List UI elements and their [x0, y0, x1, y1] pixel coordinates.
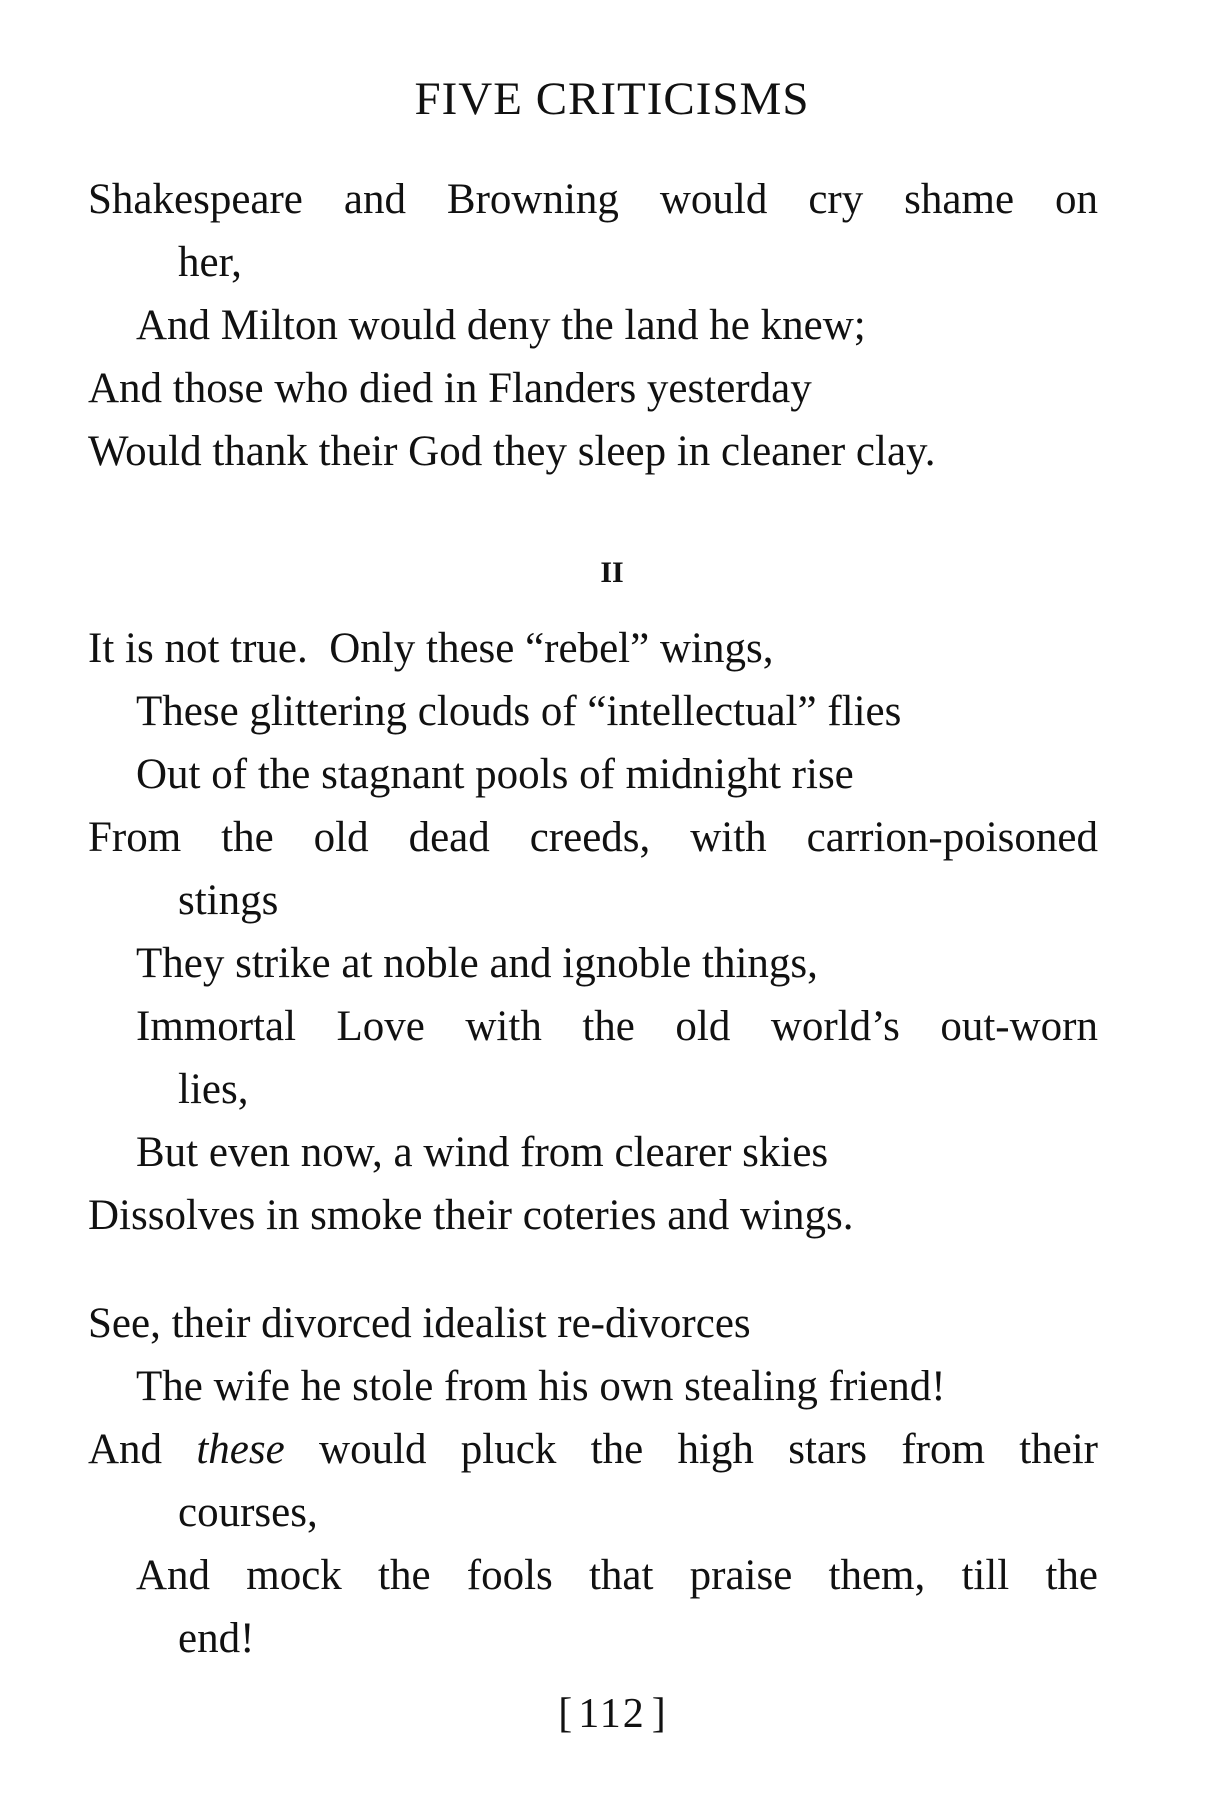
poem-line-continuation: stings [178, 877, 279, 924]
stanza-1 [88, 168, 1098, 483]
poem-line: Dissolves in smoke their coteries and wings. [88, 1192, 854, 1239]
emphasized-word: these [196, 1426, 285, 1473]
poem-line: Shakespeare and Browning would cry shame on [88, 176, 1098, 223]
page-number [0, 1690, 1224, 1738]
poem-line [88, 1418, 1098, 1481]
poem-line: They strike at noble and ignoble things, [136, 940, 818, 987]
stanza-3 [88, 1292, 1098, 1670]
page-number-value: 112 [578, 1691, 646, 1737]
poem-line: And Milton would deny the land he knew; [136, 302, 866, 349]
poem-line: Out of the stagnant pools of midnight rise [136, 751, 854, 798]
bracket-open: [ [558, 1691, 573, 1737]
poem-line: It is not true. Only these “rebel” wings, [88, 625, 774, 672]
text-fragment: would pluck the high stars from their [284, 1426, 1098, 1473]
poem-line: From the old dead creeds, with carrion-poisoned [88, 814, 1098, 861]
poem-line: And those who died in Flanders yesterday [88, 365, 812, 412]
poem-line: Would thank their God they sleep in cleaner clay. [88, 428, 936, 475]
poem-line: These glittering clouds of “intellectual” flies [136, 688, 902, 735]
stanza-2 [88, 617, 1098, 1247]
poem-line: And mock the fools that praise them, till the [136, 1552, 1098, 1599]
poem-line: The wife he stole from his own stealing friend! [136, 1363, 946, 1410]
poem-line-continuation: lies, [178, 1066, 249, 1113]
poem-line-continuation: courses, [178, 1489, 318, 1536]
running-head: FIVE CRITICISMS [414, 73, 810, 125]
text-fragment: And [88, 1426, 197, 1473]
poem-line: Immortal Love with the old world’s out-worn [136, 1003, 1098, 1050]
bracket-close: ] [651, 1691, 666, 1737]
poem-line: See, their divorced idealist re-divorces [88, 1300, 751, 1347]
poem-line: But even now, a wind from clearer skies [136, 1129, 829, 1176]
section-number: II [600, 556, 624, 589]
poem-line-continuation: her, [178, 239, 242, 286]
poem-line-continuation: end! [178, 1615, 255, 1662]
